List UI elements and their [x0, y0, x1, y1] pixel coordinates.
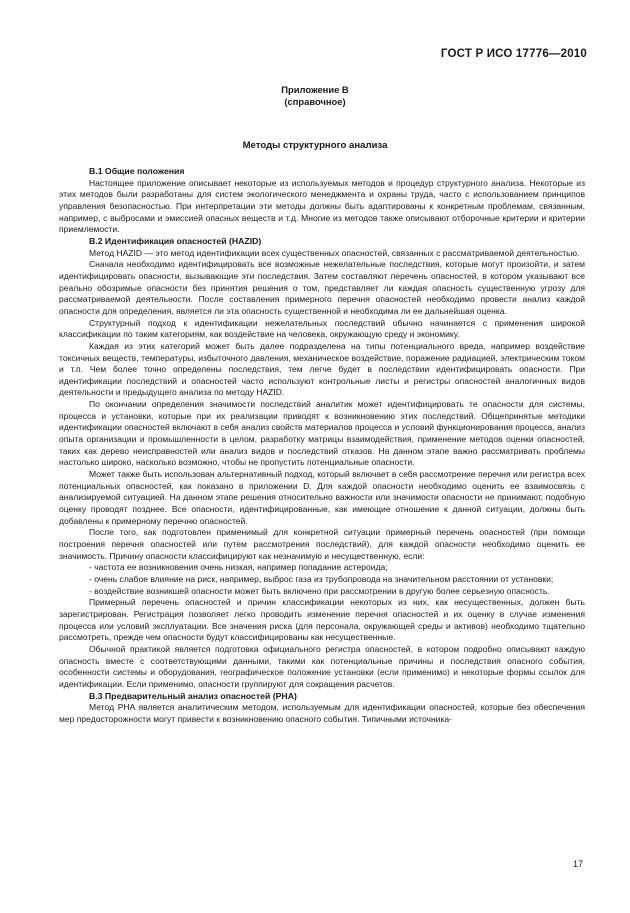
- paragraph: Настоящее приложение описывает некоторые из используемых методов и процедур структурного анализа. Некоторые из этих методов были разработаны для систем экологического менеджмента и охраны труда, часто с использованием принципов управления безопасностью. При интерпретации эти методы должны быть адаптированы к конкретным проблемам, связанным, например, с выбросами и эмиссией опасных веществ и т.д. Многие из методов также описывают отборочные критерии и критерии приемлемости.: [59, 177, 585, 235]
- section-heading: В.1 Общие положения: [89, 166, 185, 176]
- appendix-title: Методы структурного анализа: [242, 140, 388, 151]
- paragraph: После того, как подготовлен применимый для конкретной ситуации примерный перечень опасностей (при помощи построения перечня опасностей или путем рассмотрения последствий), для каждой опасности необходимо оценить ее значимость. Причину опасности классифицируют как незначимую и несущественную, если:: [59, 527, 585, 561]
- paragraph: Метод HAZID — это метод идентификации всех существенных опасностей, связанных с рассматриваемой деятельностью.: [89, 247, 580, 258]
- body-text: [59, 166, 585, 726]
- section-heading: В.3 Предварительный анализ опасностей (PHA): [89, 690, 297, 701]
- paragraph: Метод PHA является аналитическим методом, используемым для идентификации опасностей, которые без обеспечения мер предосторожности могут привести к возникновению опасного события. Типичными источника-: [59, 702, 585, 724]
- paragraph: Каждая из этих категорий может быть далее подразделена на типы потенциального вреда, например воздействие токсичных веществ, температуры, избыточного давления, механическое воздействие, поражение радиацией, электрическим током и т.п. Чем более точно определены последствия, тем легче будет в последствии идентифицировать опасности. При идентификации последствий и опасностей часто используют контрольные листы и регистры опасностей аналогичных видов деятельности и предыдущего анализа по методу HAZID.: [59, 340, 585, 398]
- list-item: - частота ее возникновения очень низкая, например попадание астероида;: [89, 562, 388, 573]
- list-item: - очень слабое влияние на риск, например, выброс газа из трубопровода на значительном расстоянии от установки;: [89, 573, 554, 584]
- standard-header: ГОСТ Р ИСО 17776—2010: [440, 48, 587, 60]
- page-number: 17: [572, 859, 583, 869]
- appendix-heading: [0, 84, 630, 108]
- paragraph: Структурный подход к идентификации нежелательных последствий обычно начинается с применения широкой классификации по таким категориям, как воздействие на человека, окружающую среду и экономику.: [59, 317, 585, 340]
- paragraph: Примерный перечень опасностей и причин классификации некоторых из них, как несущественных, должен быть зарегистрирован. Регистрация позволяет легко проводить изменение перечня опасностей и их оценку в случае изменения процесса или условий эксплуатации. Все значения риска (для персонала, окружающей среды и активов) необходимо тщательно рассмотреть, прежде чем опасности будут классифицированы как несущественные.: [59, 597, 585, 643]
- paragraph: Может также быть использован альтернативный подход, который включает в себя рассмотрение перечня или регистра всех потенциальных опасностей, как показано в приложении D. Для каждой опасности необходимо оценить ее взаимосвязь с анализируемой ситуацией. На данном этапе решения относительно важности или значимости опасности не принимают, подобную оценку проводят позднее. Все опасности, идентифицированные, как имеющие отношение к данной ситуации, должны быть добавлены к примерному перечню опасностей.: [59, 469, 585, 526]
- list-item: - воздействие возникшей опасности может быть включено при рассмотрении в другую более серьезную опасность.: [89, 585, 550, 596]
- paragraph: Обычной практикой является подготовка официального регистра опасностей, в котором подробно описывают каждую опасность вместе с соответствующими данными, такими как потенциальные причины и последствия опасного события, особенности системы и оборудования, географическое положение установки (если применимо) и некоторые формы ссылок для идентификации. Если применимо, опасности группируют для сокращения расчетов.: [59, 643, 585, 689]
- section-heading: В.2 Идентификация опасностей (HAZID): [89, 235, 262, 246]
- paragraph: Сначала необходимо идентифицировать все возможные нежелательные последствия, которые могут произойти, и затем идентифицировать опасности, вызывающие эти последствия. Затем составляют перечень опасностей, в котором указывают все реально обозримые опасности без принятия решения о том, представляет ли каждая опасность существенную угрозу для рассматриваемой деятельности. После составления примерного перечня опасностей необходимо провести анализ каждой опасности для определения, является ли эта опасность существенной и необходима ли ее дальнейшая оценка.: [59, 259, 585, 316]
- appendix-type: (справочное): [284, 96, 346, 107]
- appendix-label: Приложение В: [281, 84, 349, 95]
- paragraph: По окончании определения значимости последствий аналитик может идентифицировать те опасности для системы, процесса и установки, которые при их реализации приводят к возникновению этих последствий. Общепринятые методики идентификации опасностей включают в себя анализ свойств материалов процесса и условий функционирования процесса, анализ опыта организации и промышленности в целом, разработку матрицы взаимодействия, применение методов оценки опасностей, таких как дерево неисправностей или анализ видов и последствий отказов. На данном этапе важно рассматривать проблемы настолько широко, насколько возможно, чтобы не пропустить потенциальные опасности.: [59, 399, 585, 468]
